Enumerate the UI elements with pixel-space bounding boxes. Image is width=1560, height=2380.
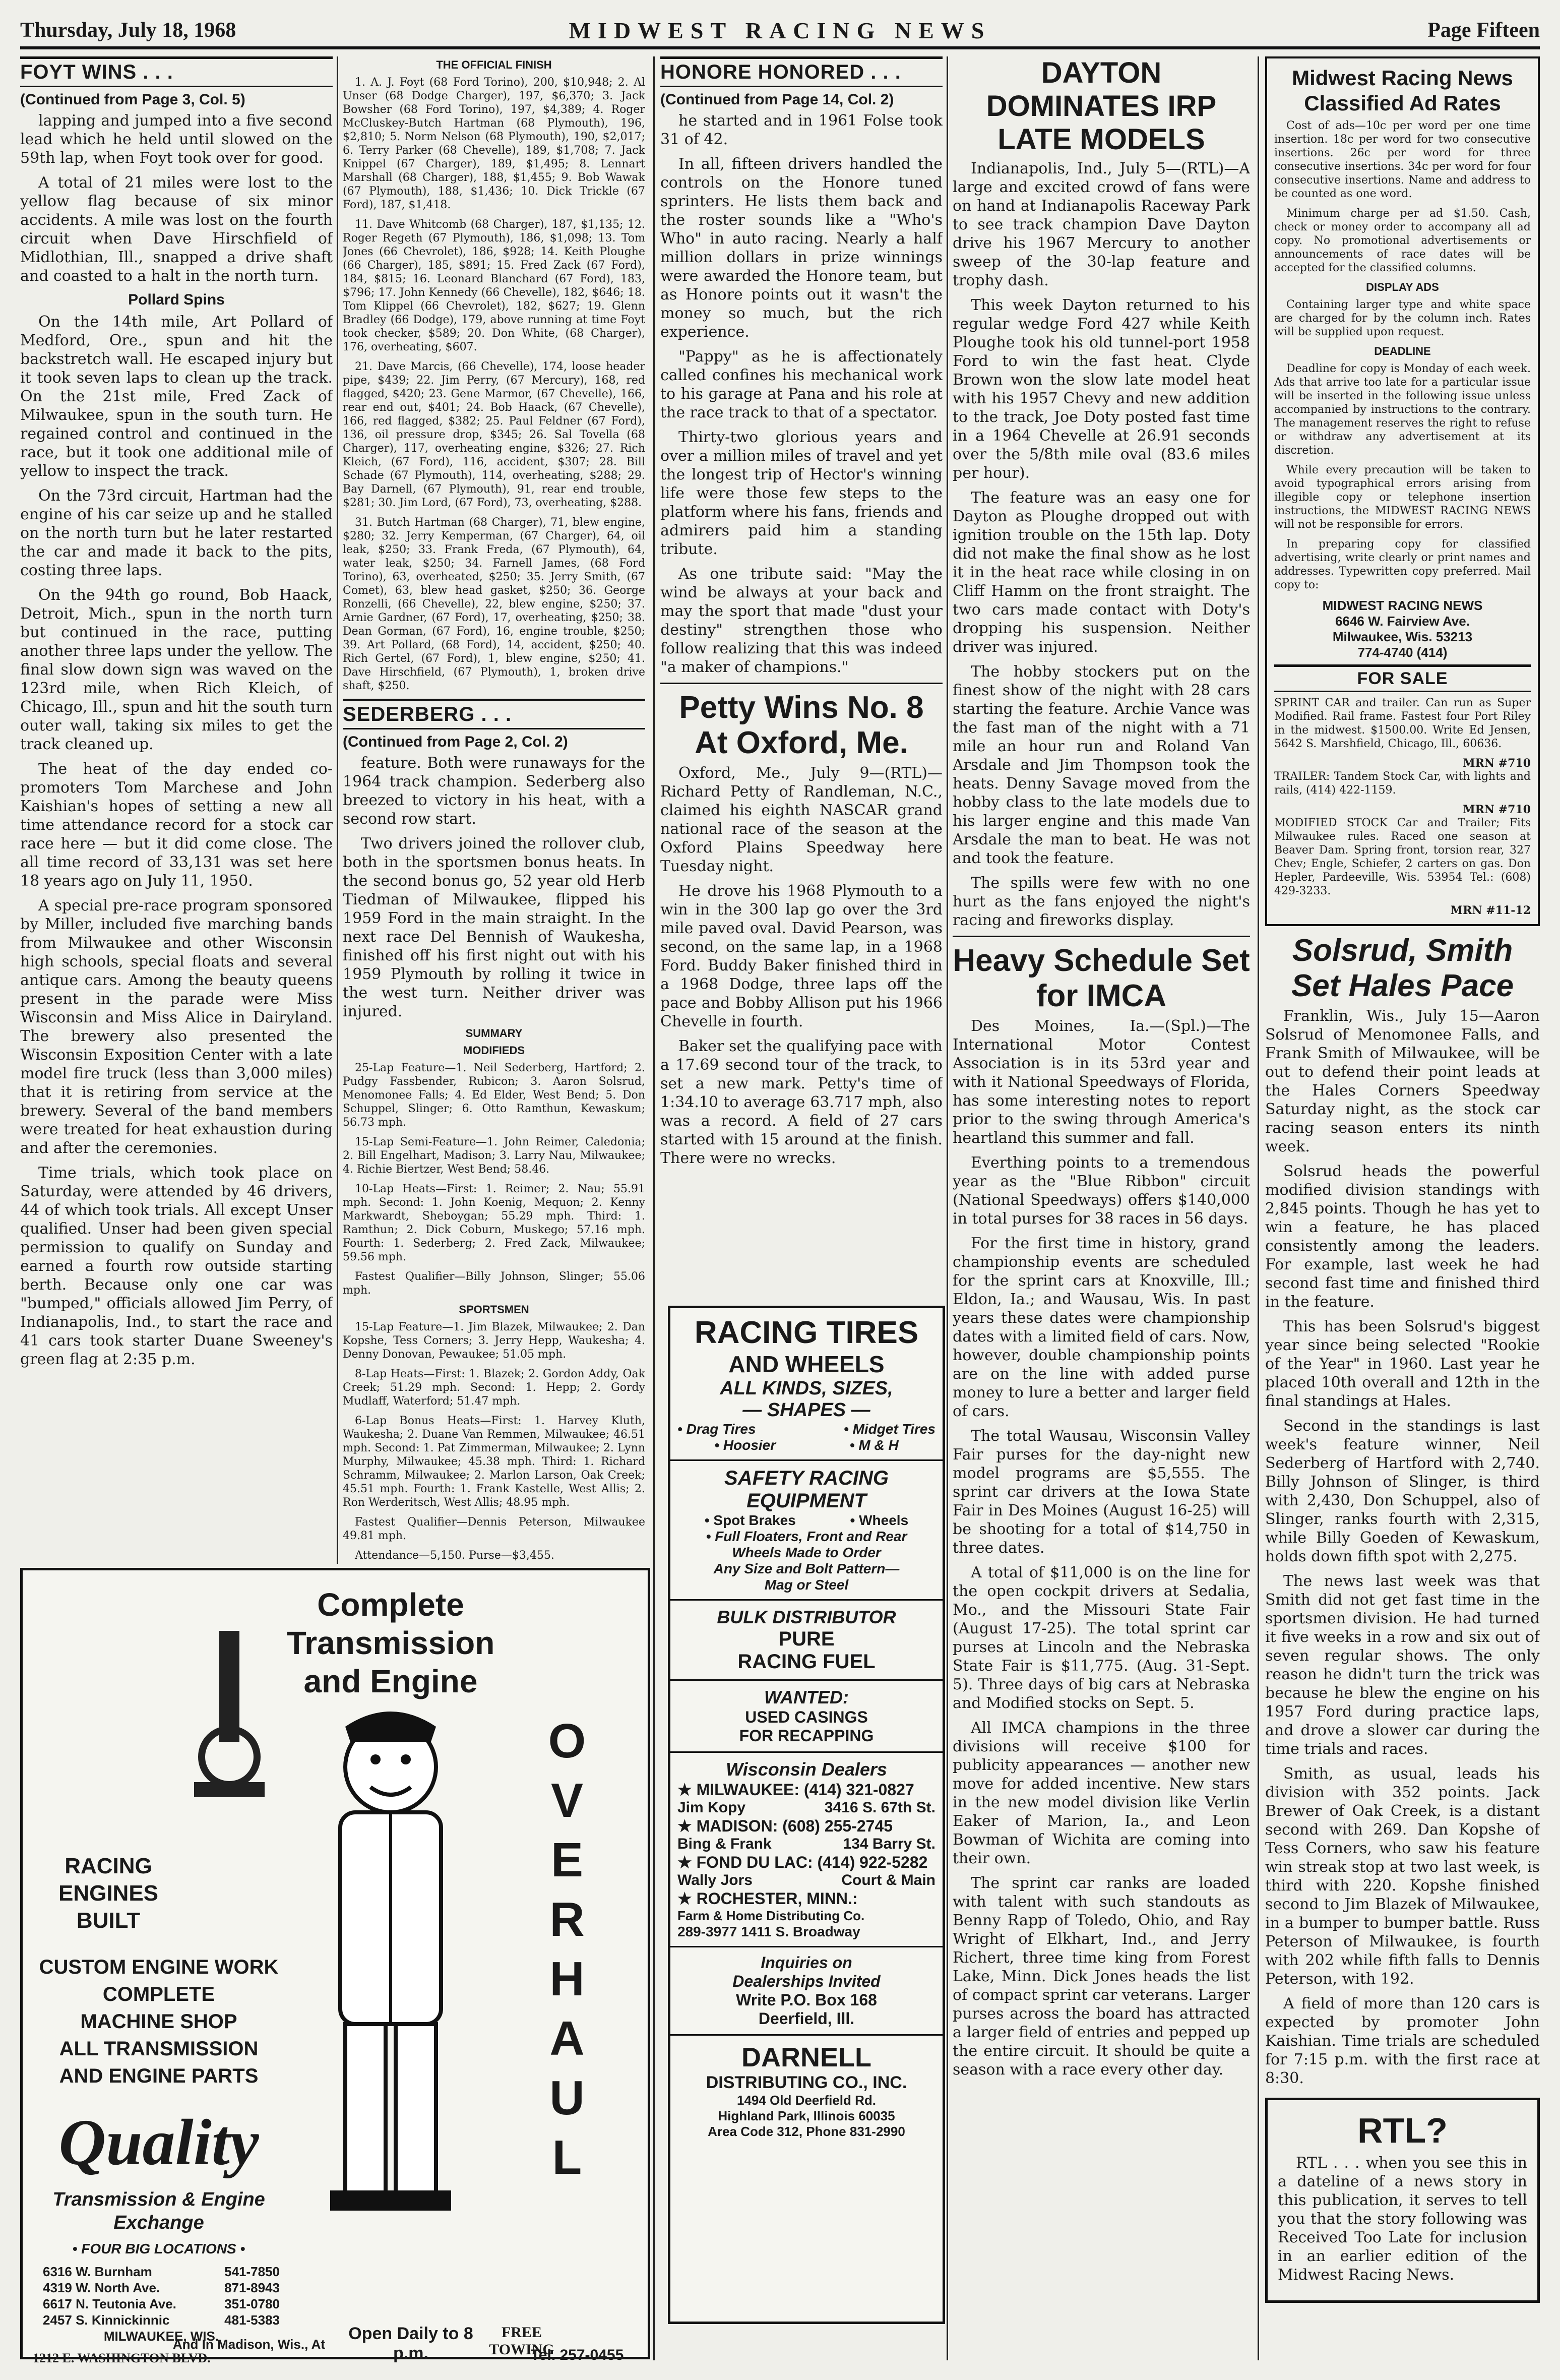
- equipment-item: Wheels Made to Order: [732, 1545, 881, 1560]
- honore-paragraph: In all, fifteen drivers handled the controls on the Honore tuned sprinters. He lists them back and the roster sounds like a "Who's Who" in auto racing. Nearly a half million dollars in prize winnings were awarded the Honore team, but as Honore points out it wasn't the money so much, but the rich experience.: [660, 155, 943, 341]
- sederberg-paragraph: Two drivers joined the rollover club, both in the sportsmen bonus heats. In the second bonus go, 52 year old Herb Tiedman of Milwaukee, flipped his 1959 Ford in the main straight. In the next race Del Bennish of Waukesha, finished off his first night out with his 1959 Plymouth by rolling it twice in the west turn. Neither driver was injured.: [343, 835, 645, 1020]
- for-sale-ref: MRN #710: [1463, 757, 1531, 770]
- location-phone: 481-5383: [224, 2312, 280, 2328]
- location-phone: 541-7850: [224, 2264, 280, 2279]
- solsrud-paragraph: A field of more than 120 cars is expected by promoter John Kaishian. Time trials are scheduled for 7:15 p.m. with the first race at 8:30.: [1265, 1995, 1540, 2087]
- dealer-address: 3416 S. 67th St.: [824, 1799, 935, 1816]
- paper-name: MIDWEST RACING NEWS: [569, 18, 991, 43]
- dealer-address: 134 Barry St.: [843, 1836, 935, 1852]
- dealers-head: Wisconsin Dealers: [726, 1759, 887, 1780]
- petty-paragraph: He drove his 1968 Plymouth to a win in the 300 lap go over the 3rd mile paved oval. David Pearson, was second, on the same lap, in a 1968 Ford. Buddy Baker finished third in a 1968 Dodge, three laps off the pace and Bobby Allison put his 1966 Chevelle in fourth.: [660, 882, 943, 1030]
- equipment-row: [670, 1512, 943, 1529]
- deadline-head: DEADLINE: [1374, 345, 1431, 357]
- dealer-name: Wally Jors: [677, 1872, 753, 1888]
- rtl-body: RTL . . . when you see this in a dateline of a news story in this publication, it serves to tell you that the story following was Received Too Late for inclusion in an earlier edition of the Midwest Racing News.: [1278, 2154, 1527, 2284]
- solsrud-paragraph: This has been Solsrud's biggest year since being selected "Rookie of the Year" in 1960. Last year he placed 10th overall and 12th in the final standings at Hales.: [1265, 1318, 1540, 1410]
- summary-line: 8-Lap Heats—First: 1. Blazek; 2. Gordon Addy, Oak Creek; 51.29 mph. Second: 1. Hepp; 2. Gordy Mudlaff, Waterford; 51.47 mph.: [343, 1368, 645, 1408]
- solsrud-paragraph: Franklin, Wis., July 15—Aaron Solsrud of Menomonee Falls, and Frank Smith of Milwaukee, will be out to defend their point leads at the Hales Corners Speedway Saturday night, as the stock car racing season enters its ninth week.: [1265, 1007, 1540, 1155]
- location-phone: 351-0780: [224, 2296, 280, 2311]
- imca-paragraph: The total Wausau, Wisconsin Valley Fair purses for the day-night new model programs are $5,555. The sprint car drivers at the Iowa State Fair in Des Moines (August 16-25) will be shooting for a total of $14,750 in three dates.: [953, 1427, 1250, 1557]
- for-sale-ref: MRN #710: [1463, 803, 1531, 816]
- location-address: 6617 N. Teutonia Ave.: [43, 2296, 176, 2311]
- equipment-item: • Wheels: [850, 1512, 909, 1528]
- honore-headline: HONORE HONORED . . .: [660, 56, 943, 87]
- tire-type: • Hoosier: [714, 1437, 776, 1453]
- dealer-name: Farm & Home Distributing Co.: [677, 1908, 865, 1923]
- quality-brand: Quality: [58, 2106, 259, 2179]
- tire-row: [670, 1437, 943, 1453]
- safety-title: EQUIPMENT: [746, 1490, 866, 1512]
- locations-head: • FOUR BIG LOCATIONS •: [72, 2241, 245, 2256]
- wanted-line: USED CASINGS: [745, 1708, 868, 1726]
- dealer-city: ★ ROCHESTER, MINN.:: [677, 1889, 858, 1908]
- summary-line: 25-Lap Feature—1. Neil Sederberg, Hartford; 2. Pudgy Fassbender, Rubicon; 3. Aaron Solsrud, Menomonee Falls; 4. Ed Elder, West Bend; 5. Don Schuppel, Slinger; 6. Otto Ramthun, Kewaskum; 56.73 mph.: [343, 1062, 645, 1129]
- solsrud-paragraph: Smith, as usual, leads his division with 352 points. Jack Brewer of Oak Creek, is a distant second with 269. Dan Kopshe of Tess Corners, who saw his feature win streak stop at two last week, is third with 220. Kopshe finished second to Jim Blazek of Milwaukee, in a bumper to bumper battle. Russ Peterson of Milwaukee, is fourth with 202 while fifth falls to Dennis Peterson, with 192.: [1265, 1765, 1540, 1988]
- divider: [670, 1599, 943, 1601]
- solsrud-paragraph: Second in the standings is last week's feature winner, Neil Sederberg of Hartford with 2,740. Billy Johnson of Slinger, is third with 2,430, Don Schuppel, also of Slinger, ranks fourth with 2,315, while Billy Goeden of Kewaskum, holds down fifth spot with 2,275.: [1265, 1417, 1540, 1565]
- honore-paragraph: "Pappy" as he is affectionately called confines his mechanical work to his garage at Pana and his role at the race track to that of a spectator.: [660, 348, 943, 421]
- mailing-phone: 774-4740 (414): [1357, 645, 1448, 660]
- free-towing: FREE TOWING: [489, 2324, 554, 2358]
- foyt-subhead: Pollard Spins: [128, 291, 225, 308]
- honore-paragraph: he started and in 1961 Folse took 31 of 42.: [660, 112, 943, 148]
- equipment-item: • Full Floaters, Front and Rear: [706, 1529, 907, 1544]
- foyt-paragraph: On the 94th go round, Bob Haack, Detroit, Mich., spun in the north turn but continued in the race, putting another three laps under the yellow. The final slow down sign was waved on the 123rd mile, when Rich Kleich, of Chicago, Ill., spun and hit the south turn outer wall, taking six miles to get the track cleaned up.: [20, 586, 333, 753]
- imca-headline: Heavy Schedule Set for IMCA: [953, 943, 1250, 1013]
- darnell-line: DISTRIBUTING CO., INC.: [706, 2073, 907, 2092]
- classified-ad-box: [1265, 56, 1540, 926]
- service-line: AND ENGINE PARTS: [59, 2065, 259, 2087]
- foyt-paragraph: Time trials, which took place on Saturday, were attended by 46 drivers, 44 of which took trials. All except Unser qualified. Unser had been given special permission to qualify on Sunday and earned a fourth row outside starting berth. Because only one car was "bumped," officials allowed Jim Perry, of Indianapolis, Ind., to start the race and 41 cars took starter Duane Sweeney's green flag at 2:35 p.m.: [20, 1164, 333, 1368]
- column-rule: [337, 56, 338, 1564]
- finish-results: 11. Dave Whitcomb (68 Charger), 187, $1,135; 12. Roger Regeth (67 Plymouth), 186, $1,098; 13. Tom Jones (66 Chevrolet), 186, $928; 14. Keith Ploughe (66 Charger), 185, $891; 15. Fred Zack (67 Ford), 184, $815; 16. Leonard Blanchard (67 Ford), 183, $796; 17. John Kennedy (66 Chevelle), 182, $646; 18. Tom Klippel (66 Chevrolet), 182, $627; 19. Glenn Bradley (66 Dodge), 179, above running at time Foyt took checker, $589; 20. Don White, (68 Charger), 176, overheating, $607.: [343, 218, 645, 353]
- classified-headline: Midwest Racing News Classified Ad Rates: [1292, 66, 1513, 115]
- dealer-city: ★ FOND DU LAC: (414) 922-5282: [677, 1853, 928, 1871]
- open-daily: Open Daily to 8 p.m.: [348, 2324, 473, 2363]
- inquiries-line: Inquiries on: [761, 1954, 852, 1972]
- dayton-paragraph: The spills were few with no one hurt as the fans enjoyed the night's racing and fireworks display.: [953, 874, 1250, 929]
- bulk-title: PURE: [778, 1628, 835, 1650]
- imca-paragraph: Everthing points to a tremendous year as the "Blue Ribbon" circuit (National Speedways) offers $140,000 in total purses for 38 races in 56 days.: [953, 1154, 1250, 1228]
- summary-line: 6-Lap Bonus Heats—First: 1. Harvey Kluth, Waukesha; 2. Duane Van Remmen, Milwaukee; 46.51 mph. Second: 1. Pat Zimmerman, Milwaukee; 2. Lynn Murphy, Milwaukee; 45.38 mph. Third: 1. Richard Schramm, Milwaukee; 2. Marlon Larson, Oak Creek; 45.51 mph. Fourth: 1. Frank Kastelle, West Allis; 2. Ron Werderitsch, West Allis; 48.95 mph.: [343, 1415, 645, 1509]
- finish-results: 1. A. J. Foyt (68 Ford Torino), 200, $10,948; 2. Al Unser (68 Dodge Charger), 197, $6,370; 3. Jack Bowsher (68 Ford Torino), 197, $4,389; 4. Roger McCluskey-Butch Hartman (68 Plymouth), 196, $2,810; 5. Norm Nelson (68 Plymouth), 190, $2,017; 6. Terry Parker (68 Chevelle), 189, $1,708; 7. Jack Knippel (67 Charger), 189, $1,495; 8. Lennart Marshall (68 Charger), 188, $1,455; 9. Bob Wawak (67 Plymouth), 188, $1,436; 10. Dick Trickle (67 Ford), 187, $1,418.: [343, 76, 645, 211]
- rtl-headline: RTL?: [1357, 2111, 1448, 2150]
- foyt-article: [20, 56, 333, 1569]
- quality-ad-line: BUILT: [76, 1908, 141, 1933]
- location-address: 2457 S. Kinnickinnic: [43, 2312, 170, 2328]
- foyt-headline: FOYT WINS . . .: [20, 56, 333, 87]
- honore-paragraph: Thirty-two glorious years and over a million miles of travel and yet the longest trip of Hector's winning life were those few steps to the platform where his fans, friends and admirers paid him a standing tribute.: [660, 429, 943, 558]
- classified-text: Minimum charge per ad $1.50. Cash, check or money order to accompany all ad copy. No promotional advertisements or announcements of race dates will be accepted for the classified columns.: [1274, 207, 1531, 274]
- solsrud-paragraph: The news last week was that Smith did not get fast time in the sportsmen division. He had turned it five weeks in a row and six out of seven regular shows. The only reason he didn't turn the trick was because he blew the engine on his 1957 Ford during practice laps, and drove a slower car during the time trials and races.: [1265, 1572, 1540, 1758]
- location-phone: 871-8943: [224, 2280, 280, 2295]
- classified-column: [1265, 56, 1540, 2360]
- classified-text: In preparing copy for classified advertising, write clearly or print names and addresses. Typewritten copy preferred. Mail copy to:: [1274, 538, 1531, 591]
- imca-paragraph: All IMCA champions in the three divisions will receive $100 for publicity appearances — another new move for added incentive. New stars in the new model division like Verlin Eaker of Marion, Ia., and Leon Bowman of Wichita are coming into their own.: [953, 1719, 1250, 1867]
- foyt-continued: (Continued from Page 3, Col. 5): [20, 91, 245, 108]
- mechanic-wrench-icon: [184, 1631, 275, 1802]
- location-row: [43, 2264, 280, 2280]
- racing-tires-title: AND WHEELS: [728, 1351, 885, 1377]
- divider: [670, 1459, 943, 1461]
- rtl-box: [1265, 2098, 1540, 2303]
- for-sale-item: TRAILER: Tandem Stock Car, with lights and rails, (414) 422-1159.: [1274, 770, 1531, 797]
- inquiries-line: Dealerships Invited: [732, 1972, 881, 1990]
- dealer-name: Bing & Frank: [677, 1836, 772, 1852]
- imca-paragraph: The sprint car ranks are loaded with talent with such standouts as Benny Rapp of Toledo, Ohio, and Ray Wright of Elkhart, Ind., and Jerry Richert, three time king from Forest Lake, Minn. Dick Jones heads the list of compact sprint car veterans. Larger purses across the board has attracted a larger field of entries and pepped up the entire circuit. It should be quite a season with a race every other day.: [953, 1874, 1250, 2079]
- racing-tires-title: ALL KINDS, SIZES,: [720, 1378, 893, 1399]
- dayton-paragraph: Indianapolis, Ind., July 5—(RTL)—A large and excited crowd of fans were on hand at Indianapolis Raceway Park to see track champion Dave Dayton drive his 1967 Mercury to another sweep of the 30-lap feature and trophy dash.: [953, 160, 1250, 289]
- equipment-item: • Spot Brakes: [704, 1512, 796, 1528]
- summary-line: Fastest Qualifier—Dennis Peterson, Milwaukee 49.81 mph.: [343, 1516, 645, 1542]
- divider: [670, 1946, 943, 1947]
- foyt-paragraph: A special pre-race program sponsored by Miller, included five marching bands from Milwaukee and other Wisconsin high schools, special floats and several antique cars. Among the beauty queens present in the parade were Miss Wisconsin and Miss Alice in Dairyland. The brewery also presented the Wisconsin Exposition Center with a late model fire truck (less than 3,000 miles) that it is retiring from service at the brewery. Several of the band members were treated for heat exhaustion during and after the ceremonies.: [20, 897, 333, 1157]
- summary-line: 15-Lap Feature—1. Jim Blazek, Milwaukee; 2. Dan Kopshe, Tess Corners; 3. Jerry Hepp, Waukesha; 4. Denny Donovan, Pewaukee; 51.05 mph.: [343, 1321, 645, 1361]
- safety-title: SAFETY RACING: [724, 1467, 889, 1489]
- sederberg-paragraph: feature. Both were runaways for the 1964 track champion. Sederberg also breezed to victory in his heat, with a second row start.: [343, 754, 645, 828]
- for-sale-item: MODIFIED STOCK Car and Trailer; Fits Milwaukee rules. Raced one season at Beaver Dam. Spring front, torsion rear, 327 Chev; Engle, Schiefer, 2 carters on gas. Don Hepler, Pardeeville, Wis. 53954 Tel.: (608) 429-3233.: [1274, 817, 1531, 897]
- location-address: 6316 W. Burnham: [43, 2264, 152, 2279]
- quality-phone: Tel. 257-0455: [530, 2347, 624, 2363]
- dayton-paragraph: The feature was an easy one for Dayton as Ploughe dropped out with ignition trouble on the 15th lap. Doty did not make the final show as he lost it in the heat race while closing in on Cliff Hamm on the front straight. The two cars made contact with Doty's dropping his suspension. Neither driver was injured.: [953, 489, 1250, 656]
- masthead: [20, 15, 1540, 49]
- for-sale-head: FOR SALE: [1274, 664, 1531, 692]
- summary-line: Attendance—5,150. Purse—$3,455.: [355, 1549, 554, 1562]
- brand-line: Exchange: [113, 2212, 204, 2233]
- imca-paragraph: Des Moines, Ia.—(Spl.)—The International Motor Contest Association is in its 53rd year and with it National Speedways of Florida, has some interesting notes to report prior to the swing through America's heartland this summer and fall.: [953, 1017, 1250, 1147]
- service-line: COMPLETE: [102, 1983, 215, 2005]
- quality-ad-line: Transmission: [286, 1625, 495, 1661]
- classified-text: Deadline for copy is Monday of each week. Ads that arrive too late for a particular issue will be inserted in the following issue unless accompanied by instructions to the contrary. The management reserves the right to refuse or withdraw any advertisement at its discretion.: [1274, 362, 1531, 457]
- brand-line: Transmission & Engine: [52, 2189, 265, 2210]
- foyt-paragraph: A total of 21 miles were lost to the yellow flag because of six minor accidents. A mile was lost on the fourth circuit when Dave Hirschfield of Midlothian, Ill., snapped a drive shaft and coasted to a halt in the north turn.: [20, 174, 333, 285]
- racing-engines-text: [33, 1853, 184, 1934]
- dealer-name: Jim Kopy: [677, 1799, 746, 1816]
- honore-continued: (Continued from Page 14, Col. 2): [660, 91, 894, 108]
- finish-head: THE OFFICIAL FINISH: [436, 58, 552, 71]
- madison-text: And In Madison, Wis., At: [172, 2337, 325, 2352]
- finish-results: 21. Dave Marcis, (66 Chevelle), 174, loose header pipe, $439; 22. Jim Perry, (67 Mercury), 168, red flagged, $420; 23. Gene Marmor, (67 Chevelle), 166, rear end out, $401; 24. Bob Haack, (67 Chevelle), 166, red flagged, $382; 25. Paul Feldner (67 Ford), 136, oil pressure drop, $345; 26. Sal Tovella (68 Charger), 117, overheating engine, $326; 27. Rich Kleich, (67 Ford), 116, accident, $307; 28. Bill Schade (67 Plymouth), 114, overheating, $288; 29. Bay Darnell, (67 Plymouth), 91, rear end trouble, $281; 30. Jim Lord, (67 Ford), 73, overheating, $288.: [343, 360, 645, 509]
- quality-ad-top: [275, 1585, 507, 1700]
- honore-paragraph: As one tribute said: "May the wind be always at your back and may the sport that made "dust your destiny" strengthen those who follow realizing that this was indeed "a maker of champions.": [660, 565, 943, 676]
- inquiries-line: Deerfield, Ill.: [758, 2009, 855, 2028]
- issue-date: Thursday, July 18, 1968: [20, 19, 236, 42]
- divider: [670, 2034, 943, 2036]
- foyt-paragraph: On the 14th mile, Art Pollard of Medford, Ore., spun and hit the backstretch wall. He escaped injury but it took seven laps to clean up the track. On the 21st mile, Fred Zack of Milwaukee, spun in the south turn. He regained control and continued in the race, but it took one additional mile of yellow to inspect the track.: [20, 313, 333, 480]
- display-ads-head: DISPLAY ADS: [1366, 281, 1439, 293]
- dealer-address: 289-3977 1411 S. Broadway: [677, 1924, 860, 1939]
- racing-tires-title: — SHAPES —: [742, 1399, 870, 1421]
- tire-type: • Drag Tires: [677, 1421, 756, 1437]
- service-line: ALL TRANSMISSION: [59, 2038, 259, 2060]
- dealer-row: [670, 1799, 943, 1816]
- tire-row: [670, 1421, 943, 1437]
- classified-text: Cost of ads—10c per word per one time insertion. 18c per word for two consecutive insertions. 26c per word for three consecutive insertions. 34c per word for four consecutive insertions. Name and address to be counted as one word.: [1274, 119, 1531, 200]
- quality-transmission-ad: [20, 1568, 650, 2365]
- locations-list: [43, 2264, 280, 2344]
- quality-ad-line: ENGINES: [58, 1881, 159, 1906]
- results-column: [343, 56, 645, 1569]
- darnell-line: Highland Park, Illinois 60035: [718, 2108, 895, 2123]
- sederberg-headline: SEDERBERG . . .: [343, 699, 645, 729]
- quality-ad-line: Complete: [317, 1586, 464, 1623]
- location-row: [43, 2312, 280, 2328]
- page-number: Page Fifteen: [1427, 19, 1540, 42]
- column-rule: [1258, 56, 1259, 2360]
- summary-line: 10-Lap Heats—First: 1. Reimer; 2. Nau; 55.91 mph. Second: 1. John Koenig, Mequon; 2. Kenny Markwardt, Sheboygan; 55.29 mph. Third: 1. Ramthun; 2. Dick Coburn, Muskego; 57.16 mph. Fourth: 1. Sederberg; 2. Fred Zack, Milwaukee; 59.56 mph.: [343, 1183, 645, 1263]
- inquiries-line: Write P.O. Box 168: [736, 1991, 877, 2009]
- wanted-title: WANTED:: [764, 1687, 849, 1707]
- dealer-city: ★ MADISON: (608) 255-2745: [677, 1817, 893, 1835]
- tire-type: • Midget Tires: [844, 1421, 935, 1437]
- mailing-address: MIDWEST RACING NEWS: [1322, 598, 1483, 613]
- location-city: MILWAUKEE, WIS.: [103, 2329, 219, 2344]
- location-address: 4319 W. North Ave.: [43, 2280, 160, 2295]
- darnell-line: 1494 Old Deerfield Rd.: [737, 2093, 876, 2108]
- summary-head: SUMMARY: [465, 1027, 523, 1040]
- divider: [953, 936, 1250, 937]
- imca-paragraph: A total of $11,000 is on the line for the open cockpit drivers at Sedalia, Mo., and the Missouri State Fair (August 17-25). The total sprint car purses at Lincoln and the Nebraska State Fair is $11,775. (Aug. 31-Sept. 5). Three days of big cars at Nebraska and Modified stocks on Sept. 5.: [953, 1564, 1250, 1712]
- classified-text: While every precaution will be taken to avoid typographical errors arising from illegible copy or telephone insertion instructions, the MIDWEST RACING NEWS will not be responsible for errors.: [1274, 464, 1531, 531]
- mechanic-figure-icon: [295, 1706, 486, 2216]
- services-list: [33, 1954, 285, 2090]
- quality-brand-sub: [33, 2188, 285, 2234]
- quality-ad-line: and Engine: [303, 1663, 478, 1699]
- tire-type: • M & H: [849, 1437, 899, 1453]
- foyt-paragraph: On the 73rd circuit, Hartman had the engine of his car seize up and he stalled on the north turn but he later restarted the car and made it back to the pits, costing three laps.: [20, 487, 333, 579]
- dayton-imca-column: [953, 56, 1250, 2360]
- darnell-name: DARNELL: [741, 2042, 871, 2072]
- petty-paragraph: Oxford, Me., July 9—(RTL)—Richard Petty of Randleman, N.C., claimed his eighth NASCAR grand national race of the season at the Oxford Plains Speedway here Tuesday night.: [660, 764, 943, 875]
- racing-tires-title: RACING TIRES: [694, 1315, 919, 1350]
- dayton-paragraph: The hobby stockers put on the finest show of the night with 28 cars starting the feature. Archie Vance was the fast man of the night with a 71 mile an hour run and Roland Van Arsdale and Jim Thompson took the heats. Denny Savage moved from the hobby class to the late models due to his larger engine and this made Van Arsdale the man to beat. He was not and took the feature.: [953, 663, 1250, 867]
- dayton-paragraph: This week Dayton returned to his regular wedge Ford 427 while Keith Ploughe took his old tunnel-port 1958 Ford to win the fast heat. Clyde Brown won the slow late model heat with his 1957 Chevy and new addition to the track, Joe Doty posted fast time in a 1964 Chevelle at 26.91 seconds over the 5/8th mile oval (83.6 miles per hour).: [953, 296, 1250, 482]
- equipment-item: Any Size and Bolt Pattern—: [713, 1561, 900, 1576]
- foyt-paragraph: lapping and jumped into a five second lead which he held until slowed on the 59th lap, when Foyt took over for good.: [20, 112, 333, 167]
- modifieds-head: MODIFIEDS: [463, 1044, 525, 1057]
- dayton-headline: DAYTON DOMINATES IRP LATE MODELS: [986, 56, 1217, 156]
- solsrud-headline: Solsrud, Smith Set Hales Pace: [1291, 933, 1514, 1003]
- column-rule: [947, 56, 948, 2360]
- bulk-title: RACING FUEL: [737, 1651, 876, 1673]
- mailing-address: Milwaukee, Wis. 53213: [1332, 629, 1473, 644]
- summary-line: 15-Lap Semi-Feature—1. John Reimer, Caledonia; 2. Bill Engelhart, Madison; 3. Larry Nau, Milwaukee; 4. Richie Biertzer, West Bend; 58.46.: [343, 1136, 645, 1176]
- divider: [660, 683, 943, 684]
- summary-line: Fastest Qualifier—Billy Johnson, Slinger; 55.06 mph.: [343, 1270, 645, 1297]
- service-line: MACHINE SHOP: [80, 2010, 237, 2033]
- for-sale-item: SPRINT CAR and trailer. Can run as Super Modified. Rail frame. Fastest four Port Riley in the midwest. $1500.00. Write Ed Jensen, 5642 S. Marshfield, Chicago, Ill., 60636.: [1274, 697, 1531, 750]
- location-row: [43, 2280, 280, 2296]
- quality-ad-line: RACING: [65, 1854, 152, 1878]
- imca-paragraph: For the first time in history, grand championship events are scheduled for the sprint cars at Knoxville, Ill.; Eldon, Ia.; and Wausau, Wis. In past years these dates were championship dates with a limited field of cars. Now, however, double championship points are on the line with added purse money to lure a better and larger field of cars.: [953, 1235, 1250, 1420]
- classified-text: Containing larger type and white space are charged for by the column inch. Rates will be supplied upon request.: [1274, 298, 1531, 338]
- divider: [670, 1751, 943, 1753]
- solsrud-paragraph: Solsrud heads the powerful modified division standings with 2,845 points. Though he has yet to win a feature, he has placed consistently among the leaders. For example, last week he had second fast time and finished third in the feature.: [1265, 1163, 1540, 1311]
- bulk-title: BULK DISTRIBUTOR: [717, 1607, 896, 1627]
- newspaper-page: [20, 15, 1540, 2364]
- equipment-item: Mag or Steel: [764, 1577, 849, 1593]
- darnell-line: Area Code 312, Phone 831-2990: [708, 2124, 905, 2139]
- overhaul-vertical-text: OVERHAUL: [548, 1714, 586, 2184]
- sportsmen-head: SPORTSMEN: [459, 1303, 529, 1316]
- dealer-row: [670, 1872, 943, 1889]
- petty-paragraph: Baker set the qualifying pace with a 17.69 second tour of the track, to set a new mark. Petty's time of 1:34.10 to average 63.717 mph, also was a record. A field of 27 cars started with 15 around at the finish. There were no wrecks.: [660, 1038, 943, 1167]
- divider: [670, 1679, 943, 1681]
- wanted-line: FOR RECAPPING: [739, 1727, 874, 1745]
- column-rule: [653, 56, 655, 2360]
- finish-results: 31. Butch Hartman (68 Charger), 71, blew engine, $280; 32. Jerry Kemperman, (67 Charger), 64, oil leak, $250; 33. Frank Freda, (67 Plymouth), 64, water leak, $250; 34. Farnell James, (68 Ford Torino), 63, overheated, $250; 35. Jerry Smith, (67 Comet), 63, blew head gasket, $250; 36. George Ronzelli, (66 Chevelle), 22, blew engine, $250; 37. Arnie Gardner, (67 Ford), 17, overheating, $250; 38. Dean Gorman, (67 Ford), 16, engine trouble, $250; 39. Art Pollard, (68 Ford), 14, accident, $250; 40. Rich Gertel, (67 Ford), 1, blew engine, $250; 41. Dave Hirschfield, (67 Plymouth), 1, broken drive shaft, $250.: [343, 516, 645, 692]
- dealer-address: Court & Main: [841, 1872, 935, 1888]
- location-row: [43, 2296, 280, 2312]
- dealer-row: [670, 1836, 943, 1853]
- mailing-address: 6646 W. Fairview Ave.: [1335, 614, 1470, 629]
- racing-tires-ad: [668, 1306, 945, 2324]
- dealer-city: ★ MILWAUKEE: (414) 321-0827: [677, 1781, 914, 1799]
- honore-petty-column: [660, 56, 943, 1297]
- for-sale-ref: MRN #11-12: [1450, 904, 1531, 917]
- petty-headline: Petty Wins No. 8 At Oxford, Me.: [679, 690, 924, 760]
- foyt-paragraph: The heat of the day ended co-promoters Tom Marchese and John Kaishian's hopes of setting a new all time attendance record for a stock car race here — but it did come close. The all time record of 33,131 was set here 18 years ago on July 11, 1950.: [20, 760, 333, 890]
- sederberg-continued: (Continued from Page 2, Col. 2): [343, 734, 568, 750]
- service-line: CUSTOM ENGINE WORK: [39, 1956, 279, 1978]
- madison-address: 1212 E. WASHINGTON BLVD.: [33, 2351, 211, 2365]
